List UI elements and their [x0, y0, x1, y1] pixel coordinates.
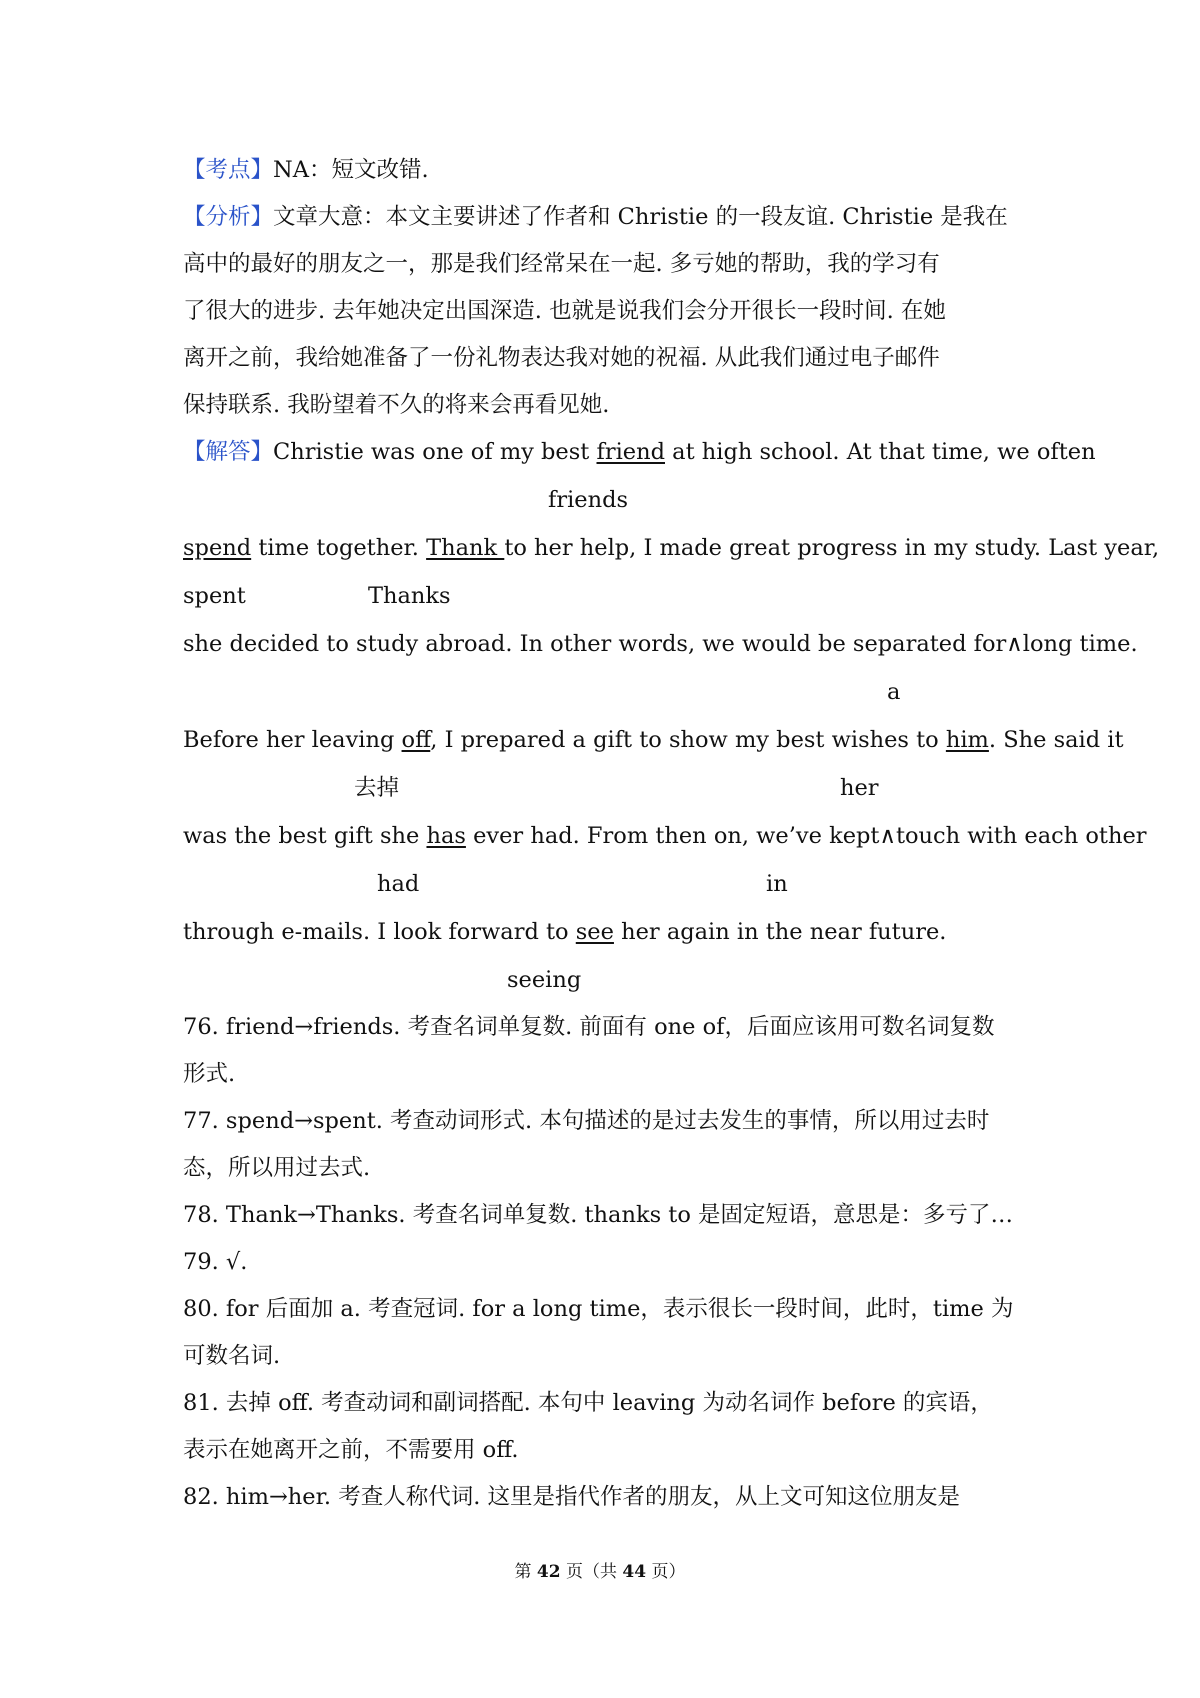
explanation-81-cont: 表示在她离开之前，不需要用 off. — [183, 1437, 519, 1463]
error-word: friend — [596, 439, 665, 465]
error-word: him — [945, 727, 989, 753]
error-word: spend — [183, 535, 252, 561]
fenxi-line-1: 【分析】文章大意：本文主要讲述了作者和 Christie 的一段友谊. Christie 是我在 — [183, 204, 1008, 230]
explanation-76-cont: 形式. — [183, 1061, 236, 1087]
correction-word: friends — [548, 487, 629, 513]
jieda-line-3: she decided to study abroad. In other words, we would be separated for∧long time. — [183, 631, 1138, 657]
jieda-line-1: 【解答】Christie was one of my best friend at high school. At that time, we often — [183, 439, 1096, 465]
explanation-81: 81. 去掉 off. 考查动词和副词搭配. 本句中 leaving 为动名词作 before 的宾语， — [183, 1390, 993, 1416]
explanation-77: 77. spend→spent. 考查动词形式. 本句描述的是过去发生的事情，所以用过去时 — [183, 1108, 990, 1134]
fenxi-line-2: 高中的最好的朋友之一，那是我们经常呆在一起. 多亏她的帮助，我的学习有 — [183, 251, 940, 277]
fenxi-line-5: 保持联系. 我盼望着不久的将来会再看见她. — [183, 392, 610, 418]
error-word: see — [575, 919, 614, 945]
correction-word: seeing — [507, 967, 582, 993]
kaodian-line — [183, 155, 429, 185]
jieda-tag: 【解答】 — [183, 439, 274, 465]
jieda-line-6: through e-mails. I look forward to see her again in the near future. — [183, 919, 947, 945]
correction-word: spent — [183, 583, 246, 609]
correction-word: her — [840, 775, 879, 801]
jieda-line-2: spend time together. Thank to her help, I made great progress in my study. Last year, — [183, 535, 1160, 561]
jieda-line-5: was the best gift she has ever had. From then on, we’ve kept∧touch with each other — [183, 823, 1147, 849]
explanation-80: 80. for 后面加 a. 考查冠词. for a long time，表示很长一段时间，此时，time 为 — [183, 1296, 1014, 1322]
error-word: has — [426, 823, 466, 849]
correction-word: a — [887, 679, 901, 705]
error-word: off — [401, 727, 431, 753]
explanation-79: 79. √. — [183, 1249, 248, 1275]
error-word: Thank — [426, 535, 505, 561]
fenxi-tag: 【分析】 — [183, 204, 274, 230]
explanation-77-cont: 态，所以用过去式. — [183, 1155, 371, 1181]
page-footer: 第 42 页（共 44 页） — [514, 1562, 686, 1582]
kaodian-text: NA：短文改错. — [273, 157, 429, 183]
correction-word: in — [766, 871, 788, 897]
fenxi-line-3: 了很大的进步. 去年她决定出国深造. 也就是说我们会分开很长一段时间. 在她 — [183, 298, 946, 324]
correction-word: Thanks — [368, 583, 451, 609]
total-pages: 44 — [622, 1562, 647, 1582]
explanation-82: 82. him→her. 考查人称代词. 这里是指代作者的朋友，从上文可知这位朋友是 — [183, 1484, 961, 1510]
explanation-76: 76. friend→friends. 考查名词单复数. 前面有 one of，后面应该用可数名词复数 — [183, 1014, 995, 1040]
page-number: 42 — [536, 1562, 561, 1582]
jieda-line-4: Before her leaving off, I prepared a gift to show my best wishes to him. She said it — [183, 727, 1124, 753]
explanation-80-cont: 可数名词. — [183, 1343, 281, 1369]
fenxi-line-4: 离开之前，我给她准备了一份礼物表达我对她的祝福. 从此我们通过电子邮件 — [183, 345, 940, 371]
kaodian-tag: 【考点】 — [183, 157, 274, 183]
explanation-78: 78. Thank→Thanks. 考查名词单复数. thanks to 是固定短语，意思是：多亏了… — [183, 1202, 1014, 1228]
correction-word: 去掉 — [354, 775, 400, 801]
correction-word: had — [377, 871, 420, 897]
